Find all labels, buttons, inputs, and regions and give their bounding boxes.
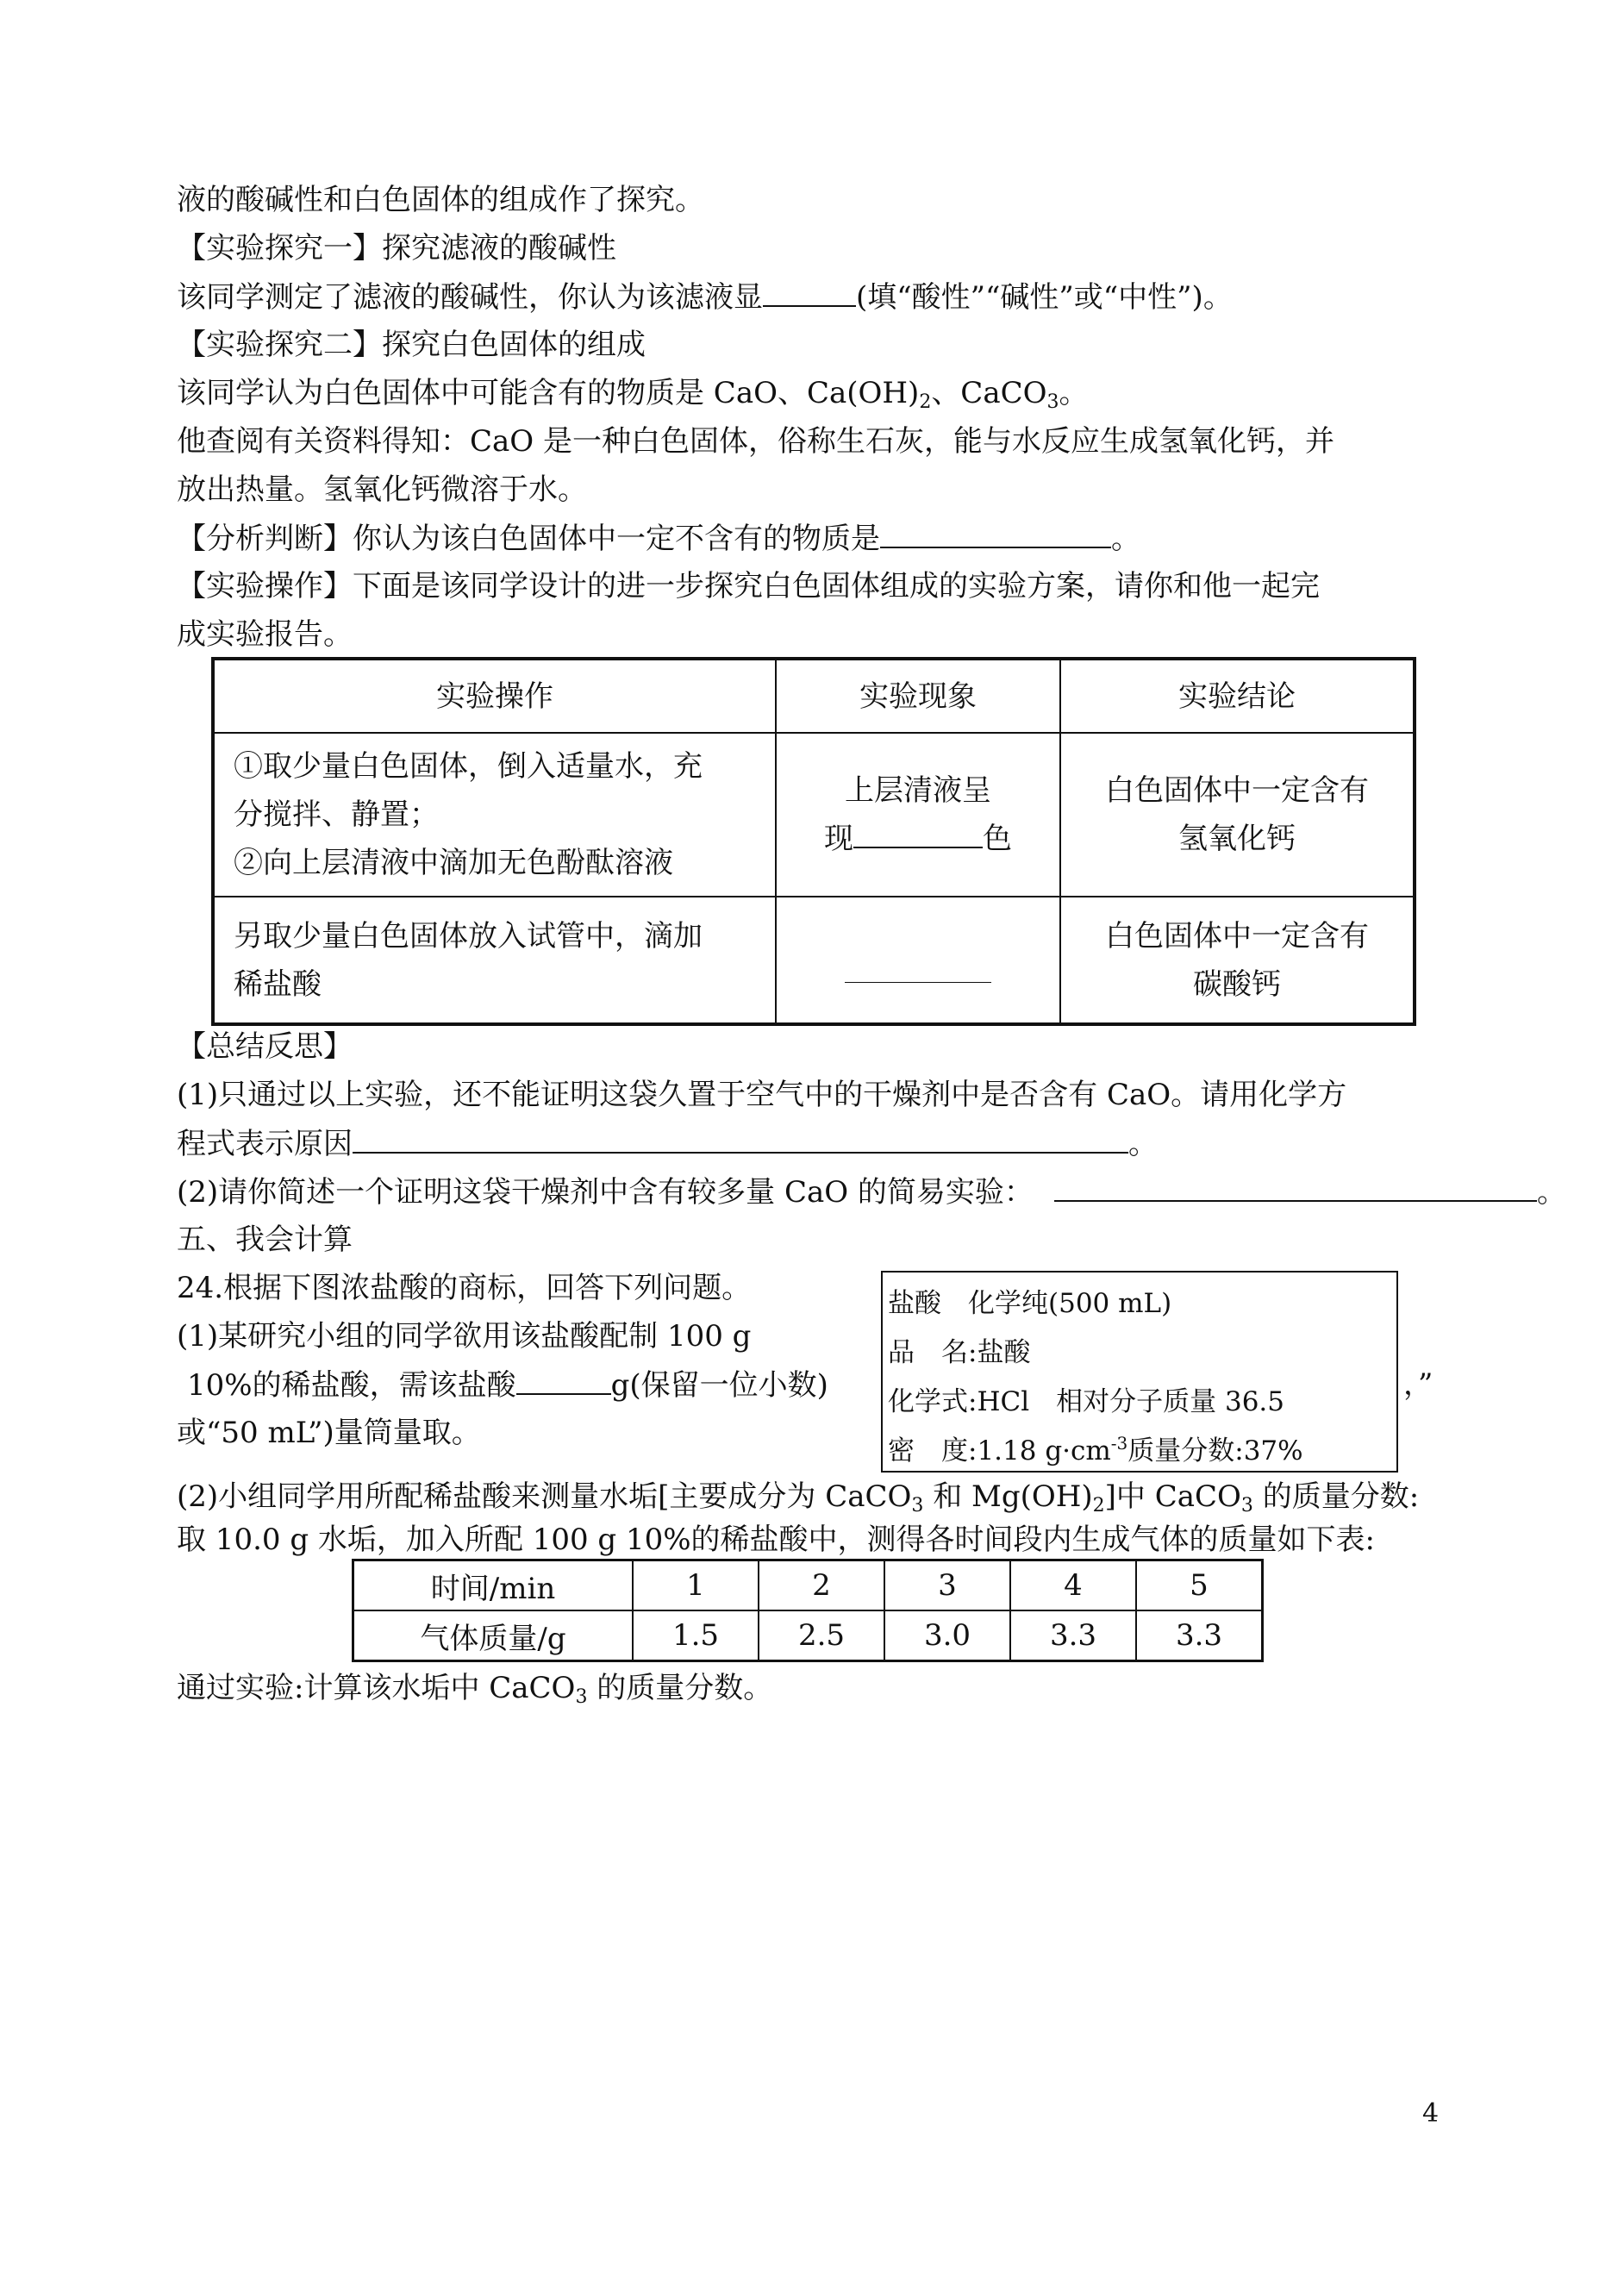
- table-cell: 3.0: [884, 1610, 1010, 1661]
- operation-line: 【实验操作】下面是该同学设计的进一步探究白色固体组成的实验方案，请你和他一起完: [177, 569, 1320, 603]
- subscript: 2: [1092, 1495, 1105, 1516]
- subscript: 3: [911, 1495, 924, 1516]
- table-cell: 3.3: [1136, 1610, 1263, 1661]
- cell-line: 分搅拌、静置；: [234, 797, 439, 832]
- analysis-line: [177, 521, 1140, 556]
- inquiry1-title: 【实验探究一】探究滤液的酸碱性: [177, 231, 616, 266]
- table-header: 实验现象: [776, 659, 1060, 733]
- table-cell-conclusion: [1060, 897, 1415, 1024]
- subscript: 3: [575, 1686, 588, 1708]
- question-text: 和 Mg(OH): [923, 1479, 1093, 1514]
- cell-text: 色: [983, 822, 1012, 856]
- inquiry2-text: [177, 376, 1089, 413]
- question-text: 10%的稀盐酸，需该盐酸: [187, 1368, 516, 1403]
- table-cell: 3.3: [1010, 1610, 1136, 1661]
- answer-blank[interactable]: [880, 521, 1111, 548]
- cell-line: 上层清液呈: [845, 773, 991, 808]
- intro-line: 液的酸碱性和白色固体的组成作了探究。: [177, 183, 704, 217]
- cell-line: ②向上层清液中滴加无色酚酞溶液: [234, 846, 673, 880]
- inquiry1-text-b: (填“酸性”“碱性”或“中性”)。: [856, 280, 1233, 315]
- question-text: ]中 CaCO: [1104, 1479, 1241, 1514]
- cell-line: [777, 815, 1059, 863]
- table-cell: 1: [633, 1560, 759, 1611]
- table-cell-phenomenon: [776, 897, 1060, 1024]
- answer-blank[interactable]: [353, 1126, 1128, 1154]
- cell-text: 现: [824, 822, 853, 856]
- question-text-fragment: [1403, 1367, 1433, 1402]
- table-header: 时间/min: [353, 1560, 634, 1611]
- subscript: 3: [1240, 1495, 1253, 1516]
- answer-blank[interactable]: [1054, 1174, 1537, 1202]
- inquiry2-text-a: 该同学认为白色固体中可能含有的物质是 CaO、Ca(OH): [177, 376, 920, 410]
- question-24-part1-line3: 或“50 mL”)量筒量取。: [177, 1416, 481, 1450]
- reflection-text: 。: [1536, 1175, 1566, 1210]
- label-text: 密 度:1.18 g·cm: [888, 1435, 1111, 1466]
- inquiry2-text-c: 。: [1059, 376, 1089, 410]
- cell-line: [777, 923, 1059, 997]
- question-text: (2)小组同学用所配稀盐酸来测量水垢[主要成分为 CaCO: [177, 1479, 912, 1514]
- table-cell: 5: [1136, 1560, 1263, 1611]
- gas-mass-table: [352, 1559, 1264, 1662]
- table-cell-phenomenon: [776, 733, 1060, 897]
- table-cell-operation: [213, 733, 776, 897]
- answer-blank[interactable]: [763, 279, 856, 307]
- question-text: ，: [1403, 1367, 1418, 1402]
- page-number: 4: [1422, 2098, 1440, 2129]
- reflection-q1: (1)只通过以上实验，还不能证明这袋久置于空气中的干燥剂中是否含有 CaO。请用化学方: [177, 1078, 1347, 1112]
- cell-line: 白色固体中一定含有: [1105, 773, 1369, 808]
- answer-blank[interactable]: [516, 1367, 611, 1395]
- question-24-part2: [177, 1479, 1419, 1514]
- table-cell-operation: [213, 897, 776, 1024]
- reflection-text: 程式表示原因: [177, 1127, 353, 1161]
- reflection-q1-line2: [177, 1126, 1158, 1161]
- cell-line: 碳酸钙: [1193, 966, 1281, 1002]
- answer-blank[interactable]: [845, 956, 991, 983]
- section-title: 五、我会计算: [177, 1223, 353, 1257]
- info-line: 放出热量。氢氧化钙微溶于水。: [177, 472, 587, 507]
- reflection-q2: [177, 1174, 1566, 1210]
- label-line: 化学式:HCl 相对分子质量 36.5: [888, 1386, 1284, 1417]
- subscript: 2: [919, 391, 932, 413]
- cell-line: 稀盐酸: [234, 966, 322, 1002]
- question-text: g(保留一位小数): [610, 1368, 828, 1403]
- conclusion-text: 通过实验:计算该水垢中 CaCO: [177, 1671, 576, 1705]
- question-24-part1-line2: [177, 1367, 828, 1403]
- question-24: 24.根据下图浓盐酸的商标，回答下列问题。: [177, 1271, 752, 1305]
- superscript: -3: [1110, 1433, 1128, 1454]
- analysis-text-b: 。: [1111, 522, 1140, 556]
- info-line: 他查阅有关资料得知：CaO 是一种白色固体，俗称生石灰，能与水反应生成氢氧化钙，并: [177, 424, 1334, 459]
- reflection-text: (2)请你简述一个证明这袋干燥剂中含有较多量 CaO 的简易实验：: [177, 1175, 1034, 1210]
- table-cell: 2: [759, 1560, 884, 1611]
- conclusion-text: 的质量分数。: [587, 1671, 773, 1705]
- table-cell-conclusion: [1060, 733, 1415, 897]
- reflection-text: 。: [1128, 1127, 1158, 1161]
- label-line: [888, 1427, 1396, 1476]
- question-24-part1: (1)某研究小组的同学欲用该盐酸配制 100 g: [177, 1319, 752, 1354]
- inquiry2-title: 【实验探究二】探究白色固体的组成: [177, 328, 646, 362]
- table-cell: 2.5: [759, 1610, 884, 1661]
- question-24-part2-line2: 取 10.0 g 水垢，加入所配 100 g 10%的稀盐酸中，测得各时间段内生成气体的质量如下表:: [177, 1523, 1375, 1557]
- table-header: 气体质量/g: [353, 1610, 634, 1661]
- cell-line: 另取少量白色固体放入试管中，滴加: [234, 918, 703, 954]
- question-text: 的质量分数:: [1252, 1479, 1420, 1514]
- cell-line: 氢氧化钙: [1178, 822, 1296, 856]
- table-header: 实验结论: [1060, 659, 1415, 733]
- inquiry2-text-b: 、CaCO: [931, 376, 1047, 410]
- analysis-text-a: 【分析判断】你认为该白色固体中一定不含有的物质是: [177, 522, 880, 556]
- experiment-table: [211, 657, 1416, 1026]
- label-text: 质量分数:37%: [1127, 1435, 1303, 1466]
- cell-line: 白色固体中一定含有: [1105, 918, 1369, 954]
- label-line: 品 名:盐酸: [888, 1337, 1031, 1368]
- reflection-title: 【总结反思】: [177, 1029, 353, 1064]
- question-text: ”: [1418, 1367, 1433, 1402]
- reagent-label: [881, 1271, 1398, 1473]
- table-cell: 1.5: [633, 1610, 759, 1661]
- table-cell: 3: [884, 1560, 1010, 1611]
- table-cell: 4: [1010, 1560, 1136, 1611]
- subscript: 3: [1046, 391, 1059, 413]
- operation-line: 成实验报告。: [177, 617, 353, 652]
- conclusion-line: [177, 1671, 773, 1708]
- inquiry1-text-a: 该同学测定了滤液的酸碱性，你认为该滤液显: [177, 280, 763, 315]
- cell-line: ①取少量白色固体，倒入适量水，充: [234, 749, 703, 784]
- label-line: 盐酸 化学纯(500 mL): [888, 1288, 1172, 1319]
- answer-blank[interactable]: [853, 821, 983, 848]
- table-header: 实验操作: [213, 659, 776, 733]
- inquiry1-text: [177, 279, 1233, 315]
